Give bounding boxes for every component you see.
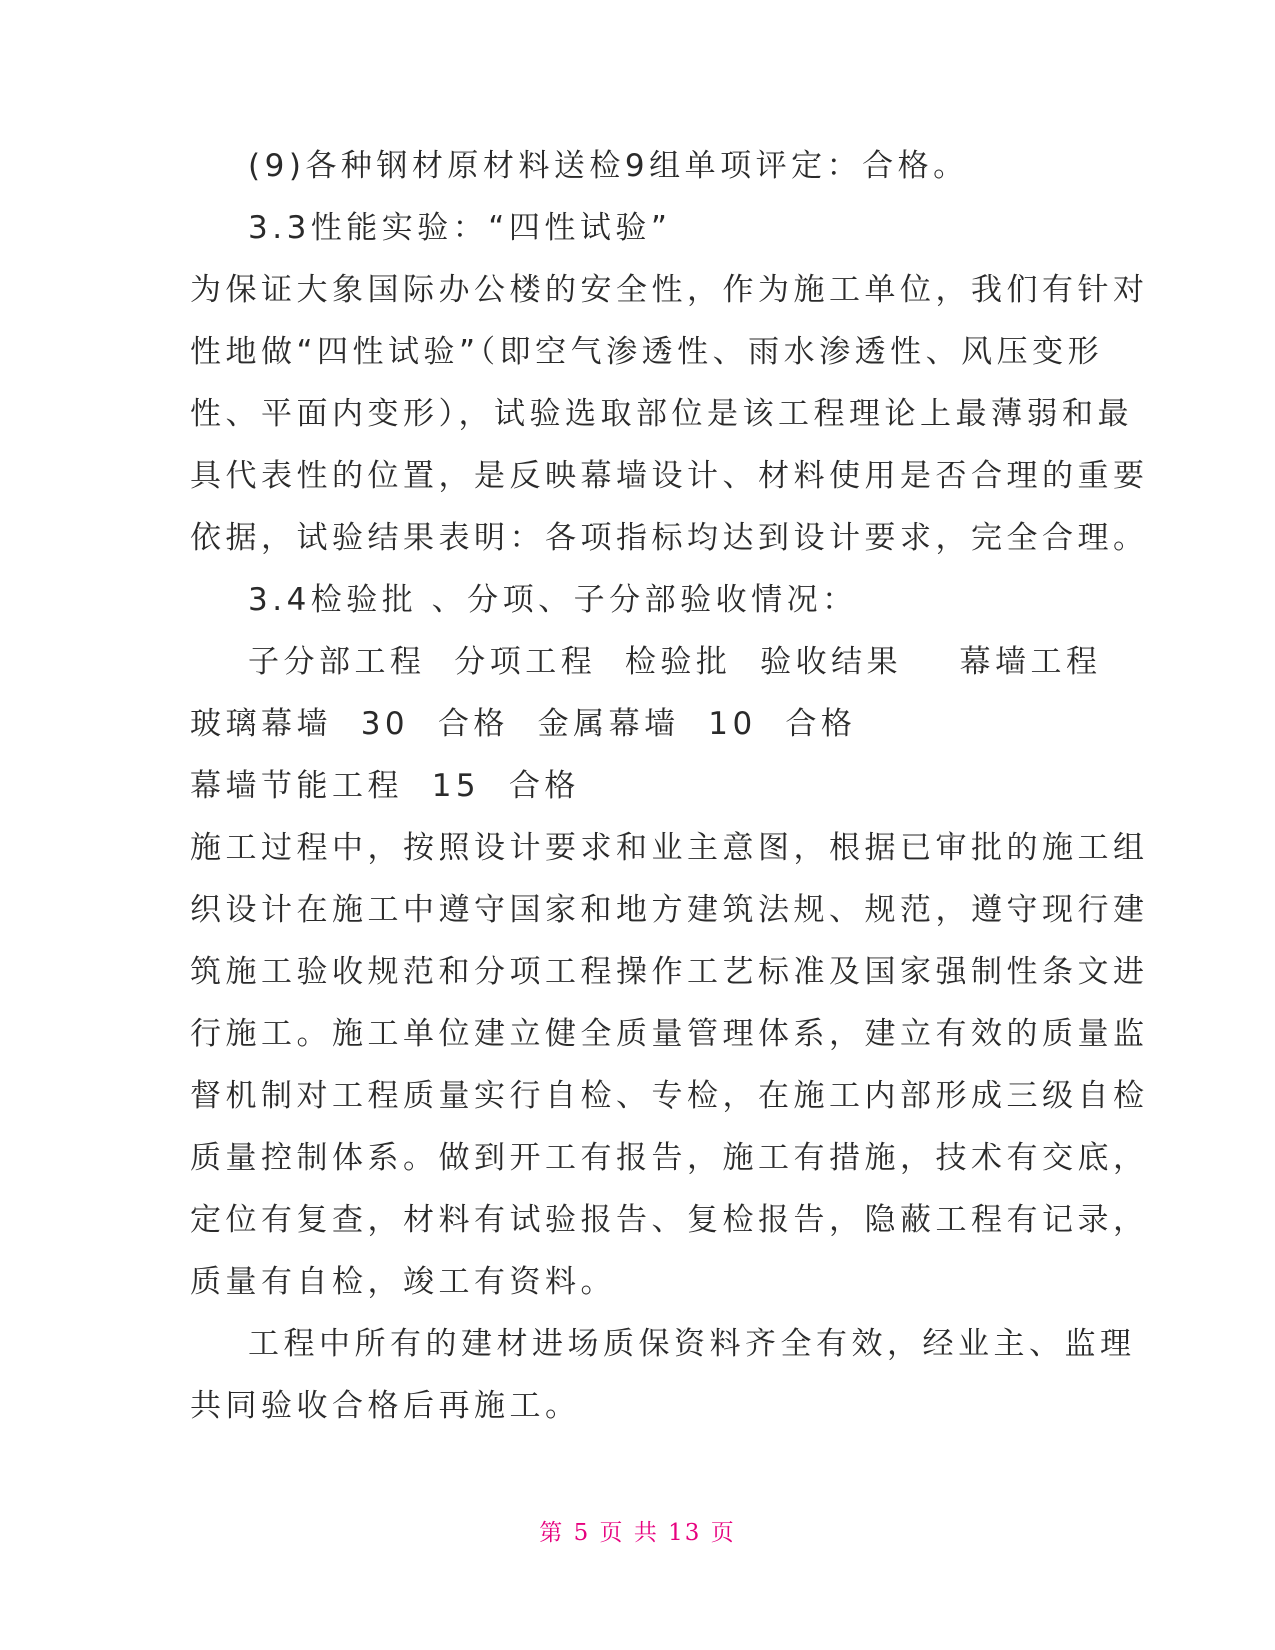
text-line-14: 筑施工验收规范和分项工程操作工艺标准及国家强制性条文进	[190, 954, 1149, 990]
page-number-footer: 第 5 页 共 13 页	[539, 1520, 736, 1546]
table-row-line-1: 玻璃幕墙 30 合格 金属幕墙 10 合格	[190, 706, 857, 742]
text-line-16: 督机制对工程质量实行自检、专检，在施工内部形成三级自检	[190, 1078, 1149, 1114]
section-heading-3-4: 3.4检验批 、分项、子分部验收情况：	[248, 582, 858, 618]
text-line-17: 质量控制体系。做到开工有报告，施工有措施，技术有交底，	[190, 1140, 1149, 1176]
section-heading-3-3: 3.3性能实验：“四性试验”	[248, 210, 672, 246]
table-row-line-2: 幕墙节能工程 15 合格	[190, 768, 580, 804]
text-line-4: 性地做“四性试验”（即空气渗透性、雨水渗透性、风压变形	[190, 334, 1104, 370]
text-line-7: 依据，试验结果表明：各项指标均达到设计要求，完全合理。	[190, 520, 1149, 556]
text-line-19: 质量有自检，竣工有资料。	[190, 1264, 616, 1300]
text-line-12: 施工过程中，按照设计要求和业主意图，根据已审批的施工组	[190, 830, 1149, 866]
text-line-5: 性、平面内变形），试验选取部位是该工程理论上最薄弱和最	[190, 396, 1133, 432]
text-line-18: 定位有复查，材料有试验报告、复检报告，隐蔽工程有记录，	[190, 1202, 1149, 1238]
text-line-21: 共同验收合格后再施工。	[190, 1388, 581, 1424]
text-line-6: 具代表性的位置，是反映幕墙设计、材料使用是否合理的重要	[190, 458, 1149, 494]
text-line-1: (9)各种钢材原材料送检9组单项评定：合格。	[248, 148, 969, 184]
text-line-13: 织设计在施工中遵守国家和地方建筑法规、规范，遵守现行建	[190, 892, 1149, 928]
text-line-3: 为保证大象国际办公楼的安全性，作为施工单位，我们有针对	[190, 272, 1149, 308]
text-line-15: 行施工。施工单位建立健全质量管理体系，建立有效的质量监	[190, 1016, 1149, 1052]
table-header-line: 子分部工程 分项工程 检验批 验收结果 幕墙工程	[248, 644, 1102, 680]
text-line-20: 工程中所有的建材进场质保资料齐全有效，经业主、监理	[248, 1326, 1136, 1362]
